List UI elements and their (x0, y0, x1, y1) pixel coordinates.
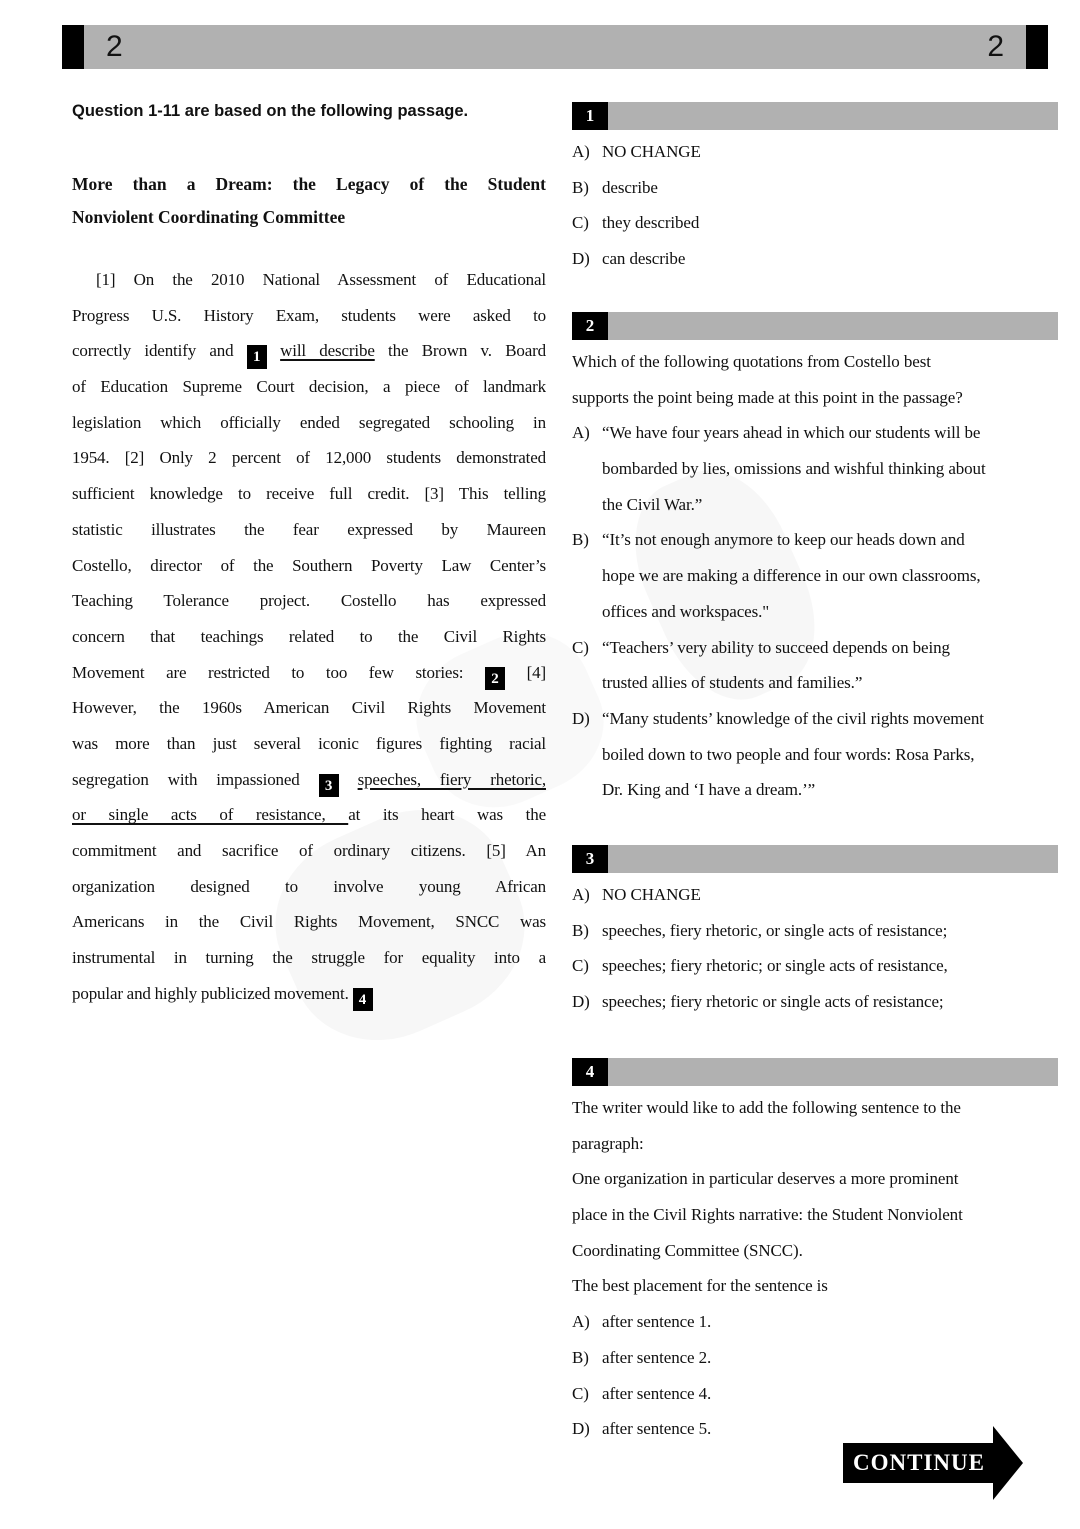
question-number: 1 (572, 102, 608, 130)
option-line: they described (602, 213, 700, 233)
passage-lines (72, 262, 546, 1011)
option-lines (602, 205, 1058, 241)
question-3 (572, 845, 1058, 1020)
question-stem-line: One organization in particular deserves a more prominent (572, 1169, 959, 1189)
passage-line: sufficient knowledge to receive full credit. [3] This telling (72, 484, 546, 504)
question-header-bar (608, 1058, 1058, 1086)
option-line: after sentence 1. (602, 1312, 712, 1332)
section-header-bar (62, 25, 1048, 69)
passage-marker-1: 1 (247, 345, 267, 369)
question-stem-line: paragraph: (572, 1133, 644, 1153)
header-band (84, 25, 1026, 69)
answer-option-d[interactable] (572, 241, 1058, 277)
passage-line: Progress U.S. History Exam, students were asked to (72, 305, 546, 325)
option-lines (602, 170, 1058, 206)
passage-title-line: Nonviolent Coordinating Committee (72, 207, 346, 227)
question-number: 4 (572, 1058, 608, 1086)
option-line: trusted allies of students and families.” (602, 673, 863, 693)
question-stem-line: place in the Civil Rights narrative: the Student Nonviolent (572, 1205, 963, 1225)
passage-line: was more than just several iconic figures fighting racial (72, 733, 546, 753)
option-line: Dr. King and ‘I have a dream.’” (602, 780, 816, 800)
option-line: can describe (602, 249, 686, 269)
answer-option-c[interactable] (572, 630, 1058, 701)
question-header (572, 1058, 1058, 1086)
answer-option-b[interactable] (572, 1340, 1058, 1376)
option-letter: C) (572, 1383, 589, 1403)
option-line: after sentence 2. (602, 1347, 712, 1367)
option-letter: A) (572, 1312, 590, 1332)
passage-title (72, 168, 546, 234)
option-lines (602, 913, 1058, 949)
option-letter: D) (572, 708, 590, 728)
option-letter: C) (572, 213, 589, 233)
option-letter: B) (572, 177, 589, 197)
option-letter: A) (572, 885, 590, 904)
answer-option-c[interactable] (572, 205, 1058, 241)
passage-line: or single acts of resistance, at its heart was the (72, 805, 546, 825)
option-letter: A) (572, 142, 590, 161)
question-stem-line: Which of the following quotations from Costello best (572, 352, 931, 371)
answer-option-c[interactable] (572, 1376, 1058, 1412)
passage-title-line: More than a Dream: the Legacy of the Student (72, 174, 546, 194)
answer-option-a[interactable] (572, 1304, 1058, 1340)
question-stem-line: supports the point being made at this point in the passage? (572, 387, 963, 407)
option-lines (602, 522, 1058, 629)
question-number: 2 (572, 312, 608, 340)
header-right-endcap (1026, 25, 1048, 69)
underlined-text: speeches, fiery rhetoric, (357, 769, 546, 789)
option-letter: B) (572, 530, 589, 550)
passage-line: instrumental in turning the struggle for equality into a (72, 948, 546, 968)
option-line: NO CHANGE (602, 142, 701, 161)
option-letter: D) (572, 249, 590, 269)
question-1 (572, 102, 1058, 277)
question-stem-line: The writer would like to add the following sentence to the (572, 1098, 961, 1117)
option-lines (602, 1304, 1058, 1340)
passage-line: segregation with impassioned 3 speeches, fiery rhetoric, (72, 762, 546, 798)
underlined-text: will describe (280, 341, 375, 361)
option-line: “We have four years ahead in which our students will be (602, 423, 981, 443)
option-line: speeches; fiery rhetoric or single acts of resistance; (602, 992, 944, 1012)
option-letter: C) (572, 956, 589, 976)
question-stem-line: The best placement for the sentence is (572, 1276, 828, 1296)
passage-marker-3: 3 (319, 774, 339, 798)
option-line: describe (602, 177, 658, 197)
option-line: boiled down to two people and four words: Rosa Parks, (602, 744, 975, 764)
question-stem-line: Coordinating Committee (SNCC). (572, 1240, 803, 1260)
passage-line: However, the 1960s American Civil Rights Movement (72, 698, 546, 718)
question-number: 3 (572, 845, 608, 873)
option-letter: B) (572, 1347, 589, 1367)
option-lines (602, 630, 1058, 701)
passage-marker-2: 2 (485, 667, 505, 691)
option-lines (602, 134, 1058, 170)
answer-option-b[interactable] (572, 913, 1058, 949)
question-2 (572, 312, 1058, 808)
question-header-bar (608, 845, 1058, 873)
option-line: offices and workspaces." (602, 601, 770, 621)
passage-line: [1] On the 2010 National Assessment of Educational (96, 270, 546, 289)
answer-option-a[interactable] (572, 415, 1058, 522)
option-letter: A) (572, 423, 590, 443)
option-line: bombarded by lies, omissions and wishful thinking about (602, 459, 986, 479)
passage-line: Movement are restricted to too few stories: 2 [4] (72, 655, 546, 691)
answer-option-b[interactable] (572, 170, 1058, 206)
passage-line: 1954. [2] Only 2 percent of 12,000 students demonstrated (72, 448, 546, 468)
passage-line: Teaching Tolerance project. Costello has expressed (72, 591, 546, 611)
answer-option-b[interactable] (572, 522, 1058, 629)
option-lines (602, 241, 1058, 277)
section-number-left: 2 (106, 30, 123, 63)
answer-option-d[interactable] (572, 701, 1058, 808)
option-letter: B) (572, 920, 589, 940)
passage-column (72, 100, 546, 1011)
question-body (572, 1090, 1058, 1447)
question-header (572, 845, 1058, 873)
question-4 (572, 1058, 1058, 1447)
passage-line: commitment and sacrifice of ordinary citizens. [5] An (72, 841, 546, 860)
passage-line: concern that teachings related to the Civil Rights (72, 626, 546, 646)
option-lines (602, 1340, 1058, 1376)
passage-line: Costello, director of the Southern Poverty Law Center’s (72, 555, 546, 575)
header-left-endcap (62, 25, 84, 69)
option-line: “Teachers’ very ability to succeed depends on being (602, 637, 950, 657)
option-lines (602, 701, 1058, 808)
option-letter: D) (572, 992, 590, 1012)
answer-option-c[interactable] (572, 948, 1058, 984)
question-header (572, 102, 1058, 130)
option-line: NO CHANGE (602, 885, 701, 904)
continue-arrow-icon (993, 1426, 1023, 1500)
option-letter: D) (572, 1419, 590, 1439)
option-lines (602, 1376, 1058, 1412)
option-lines (602, 984, 1058, 1020)
option-line: “It’s not enough anymore to keep our heads down and (602, 530, 965, 550)
option-line: speeches; fiery rhetoric; or single acts of resistance, (602, 956, 948, 976)
option-lines (602, 415, 1058, 522)
passage-line: legislation which officially ended segregated schooling in (72, 412, 546, 432)
option-line: “Many students’ knowledge of the civil rights movement (602, 708, 984, 728)
question-header (572, 312, 1058, 340)
question-body (572, 877, 1058, 1020)
passage-line: organization designed to involve young African (72, 876, 546, 896)
option-line: hope we are making a difference in our own classrooms, (602, 566, 981, 586)
question-body (572, 134, 1058, 277)
option-lines (602, 877, 1058, 913)
passage-line: statistic illustrates the fear expressed by Maureen (72, 519, 546, 539)
passage-line: popular and highly publicized movement. 4 (72, 976, 546, 1012)
option-line: speeches, fiery rhetoric, or single acts of resistance; (602, 920, 948, 940)
question-header-bar (608, 312, 1058, 340)
option-line: after sentence 5. (602, 1419, 712, 1439)
question-body (572, 344, 1058, 808)
question-header-bar (608, 102, 1058, 130)
option-lines (602, 948, 1058, 984)
answer-option-d[interactable] (572, 984, 1058, 1020)
option-letter: C) (572, 637, 589, 657)
passage-marker-4: 4 (353, 988, 373, 1012)
section-number-right: 2 (987, 30, 1004, 63)
passage-line: of Education Supreme Court decision, a piece of landmark (72, 377, 546, 397)
answer-option-a[interactable] (572, 877, 1058, 913)
questions (572, 102, 1058, 1502)
underlined-text: or single acts of resistance, (72, 805, 349, 825)
option-line: after sentence 4. (602, 1383, 712, 1403)
continue-label: CONTINUE (843, 1443, 993, 1483)
passage-directions: Question 1-11 are based on the following passage. (72, 102, 469, 120)
answer-option-a[interactable] (572, 134, 1058, 170)
continue-button[interactable] (843, 1423, 1023, 1503)
passage-line: Americans in the Civil Rights Movement, SNCC was (72, 912, 546, 932)
option-line: the Civil War.” (602, 494, 703, 514)
passage-line: correctly identify and 1 will describe the Brown v. Board (72, 333, 546, 369)
